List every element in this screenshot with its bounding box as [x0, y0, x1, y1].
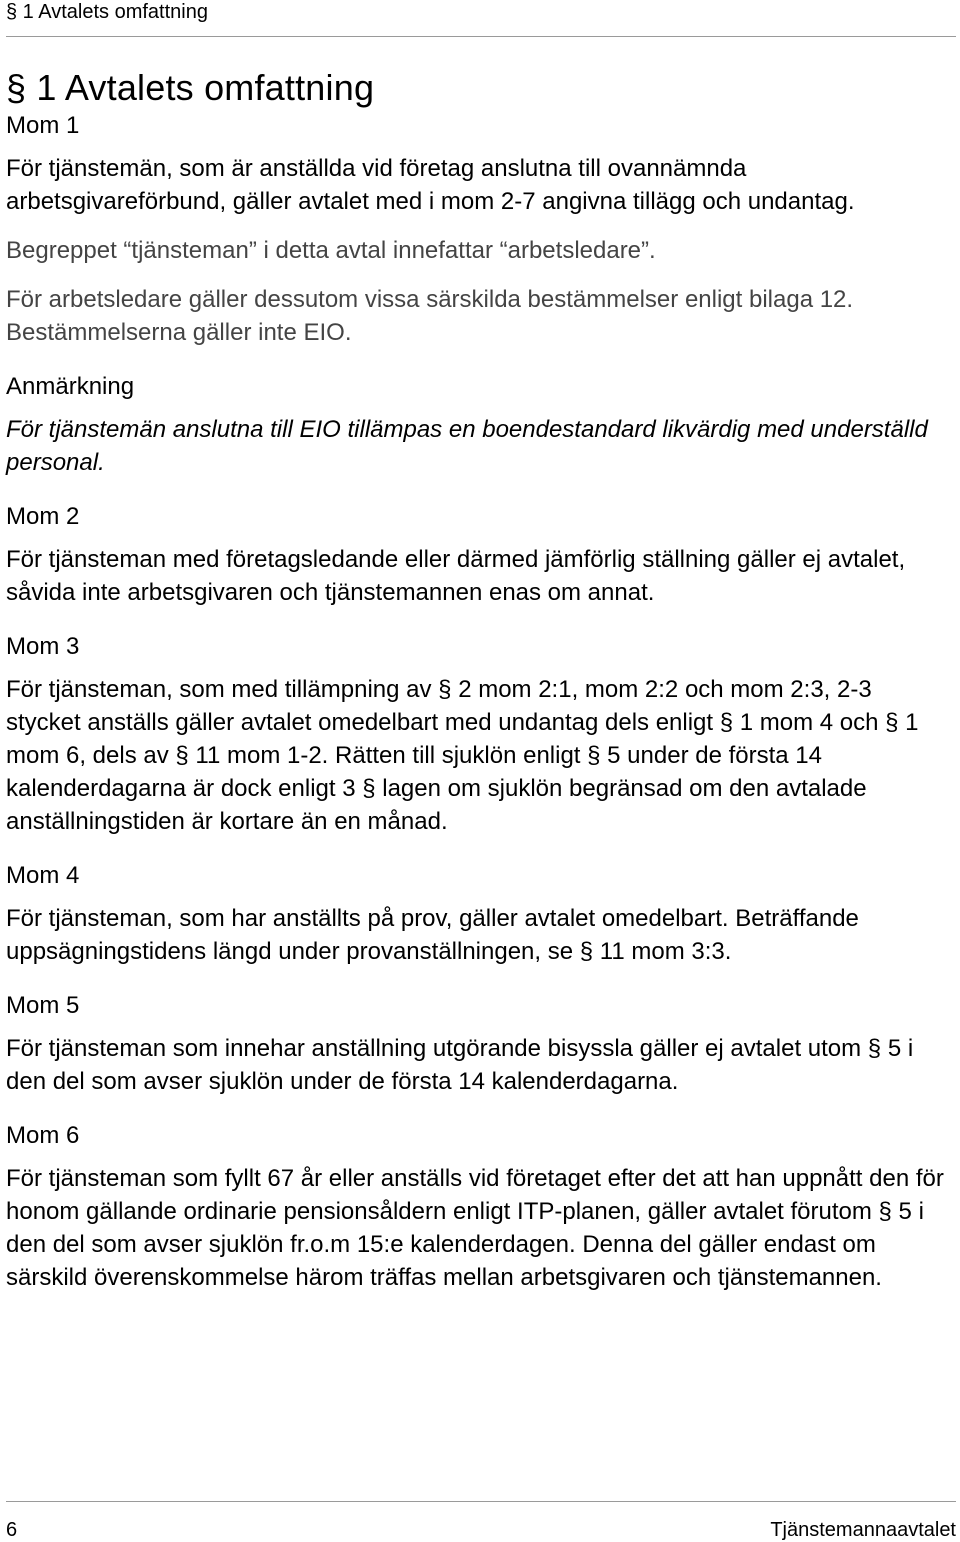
mom3-block — [6, 631, 946, 838]
mom5-block — [6, 990, 946, 1098]
mom1-paragraph-1: För tjänstemän, som är anställda vid företag anslutna till ovannämnda arbetsgivareförbund, gäller avtalet med i mom 2-7 angivna tillägg och undantag. — [6, 155, 855, 215]
mom4-text: För tjänsteman, som har anställts på prov, gäller avtalet omedelbart. Beträffande uppsägningstidens längd under provanställningen, se § 11 mom 3:3. — [6, 905, 859, 965]
mom6-text: För tjänsteman som fyllt 67 år eller anställs vid företaget efter det att han uppnått den för honom gällande ordinarie pensionsåldern enligt ITP-planen, gäller avtalet förutom § 5 i den del som avser sjuklön fr.o.m 15:e kalenderdagen. Denna del gäller endast om särskild överenskommelse härom träffas mellan arbetsgivaren och tjänstemannen. — [6, 1165, 944, 1291]
page-number: 6 — [6, 1519, 18, 1541]
mom2-heading: Mom 2 — [6, 503, 80, 530]
mom1-heading: Mom 1 — [6, 112, 80, 139]
mom3-heading: Mom 3 — [6, 633, 80, 660]
mom2-text: För tjänsteman med företagsledande eller därmed jämförlig ställning gäller ej avtalet, såvida inte arbetsgivaren och tjänstemannen enas om annat. — [6, 546, 906, 606]
anmarkning-text: För tjänstemän anslutna till EIO tillämpas en boendestandard likvärdig med underställd personal. — [6, 416, 928, 476]
document-body — [6, 64, 946, 1294]
running-title: § 1 Avtalets omfattning — [6, 1, 208, 23]
section-title: § 1 Avtalets omfattning — [6, 67, 375, 108]
mom5-heading: Mom 5 — [6, 992, 80, 1019]
mom4-block — [6, 860, 946, 968]
mom1-paragraph-2: Begreppet “tjänsteman” i detta avtal innefattar “arbetsledare”. — [6, 237, 656, 264]
mom6-heading: Mom 6 — [6, 1122, 80, 1149]
mom4-heading: Mom 4 — [6, 862, 80, 889]
footer-doc-title: Tjänstemannaavtalet — [770, 1519, 956, 1541]
mom3-text: För tjänsteman, som med tillämpning av § 2 mom 2:1, mom 2:2 och mom 2:3, 2-3 stycket anställs gäller avtalet omedelbart med undantag dels enligt § 1 mom 4 och § 1 mom 6, dels av § 11 mom 1-2. Rätten till sjuklön enligt § 5 under de första 14 kalenderdagarna är dock enligt 3 § lagen om sjuklön begränsad om den avtalade anställningstiden är kortare än en månad. — [6, 676, 919, 835]
mom1-block — [6, 110, 946, 349]
mom5-text: För tjänsteman som innehar anställning utgörande bisyssla gäller ej avtalet utom § 5 i den del som avser sjuklön under de första 14 kalenderdagarna. — [6, 1035, 914, 1095]
mom2-block — [6, 501, 946, 609]
page-header — [6, 0, 956, 37]
anmarkning-heading: Anmärkning — [6, 373, 135, 400]
mom6-block — [6, 1120, 946, 1294]
anmarkning-block — [6, 371, 946, 479]
page-footer — [6, 1501, 956, 1541]
mom1-paragraph-3: För arbetsledare gäller dessutom vissa särskilda bestämmelser enligt bilaga 12. Bestämmelserna gäller inte EIO. — [6, 286, 854, 346]
